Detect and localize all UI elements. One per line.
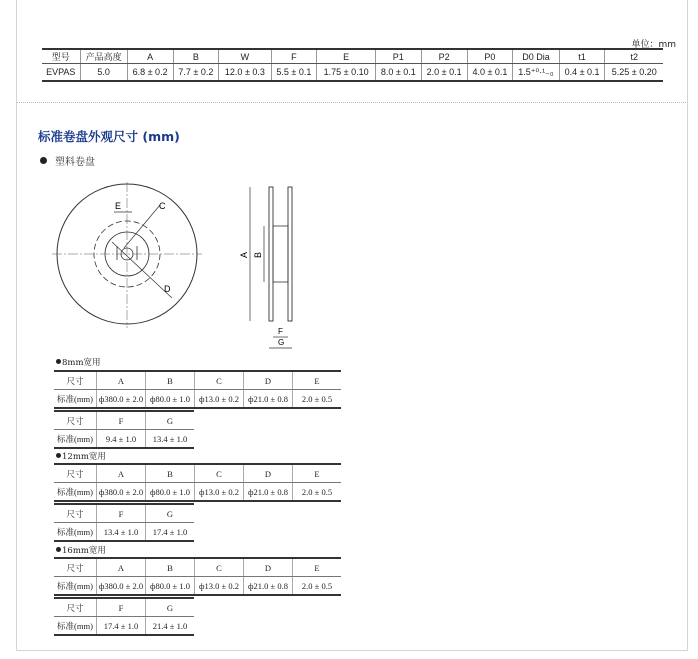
group-title-label: 16mm宽用 bbox=[62, 546, 106, 556]
dim-cell: 13.4 ± 1.0 bbox=[97, 523, 146, 542]
dim-cell: D bbox=[244, 371, 293, 390]
dim-value-row bbox=[54, 577, 341, 596]
spec-header-cell: t2 bbox=[605, 49, 663, 64]
dim-header-row bbox=[54, 558, 341, 577]
dim-cell: C bbox=[195, 558, 244, 577]
dim-cell: D bbox=[244, 464, 293, 483]
group-title-12mm bbox=[56, 450, 106, 462]
dim-cell: E bbox=[293, 464, 342, 483]
dim-header-row bbox=[54, 464, 341, 483]
spec-value-cell: 7.7 ± 0.2 bbox=[173, 64, 219, 82]
spec-value-row bbox=[42, 64, 663, 82]
group-title-8mm bbox=[56, 356, 101, 368]
reel-side-view bbox=[236, 182, 306, 352]
spec-value-cell: 5.25 ± 0.20 bbox=[605, 64, 663, 82]
dim-cell: A bbox=[97, 558, 146, 577]
spec-header-cell: 型号 bbox=[42, 49, 80, 64]
dim-header-row bbox=[54, 504, 194, 523]
spec-header-cell: E bbox=[317, 49, 376, 64]
dim-cell: D bbox=[244, 558, 293, 577]
dim-cell: F bbox=[97, 598, 146, 617]
dim-cell: ф380.0 ± 2.0 bbox=[97, 577, 146, 596]
dim-table-16mm-2 bbox=[54, 597, 194, 636]
dim-cell: ф80.0 ± 1.0 bbox=[146, 390, 195, 409]
spec-header-cell: W bbox=[219, 49, 271, 64]
dim-cell: F bbox=[97, 411, 146, 430]
dim-cell: C bbox=[195, 464, 244, 483]
spec-header-cell: F bbox=[271, 49, 317, 64]
dim-cell: 标准(mm) bbox=[54, 430, 97, 449]
spec-value-cell: EVPAS bbox=[42, 64, 80, 82]
dim-cell: ф13.0 ± 0.2 bbox=[195, 483, 244, 502]
spec-value-cell: 5.5 ± 0.1 bbox=[271, 64, 317, 82]
dim-cell: ф80.0 ± 1.0 bbox=[146, 483, 195, 502]
spec-value-cell: 0.4 ± 0.1 bbox=[559, 64, 605, 82]
reel-flange-left bbox=[269, 187, 273, 321]
label-e: E bbox=[115, 201, 122, 211]
spec-value-cell: 2.0 ± 0.1 bbox=[421, 64, 467, 82]
reel-flange-right bbox=[288, 187, 292, 321]
group-title-label: 8mm宽用 bbox=[62, 358, 101, 368]
dim-cell: 2.0 ± 0.5 bbox=[293, 483, 342, 502]
group-title-16mm bbox=[56, 544, 106, 556]
dim-cell: ф21.0 ± 0.8 bbox=[244, 390, 293, 409]
dim-cell: ф13.0 ± 0.2 bbox=[195, 390, 244, 409]
dim-cell: 2.0 ± 0.5 bbox=[293, 390, 342, 409]
dim-cell: B bbox=[146, 464, 195, 483]
dim-header-row bbox=[54, 411, 194, 430]
dim-cell: G bbox=[146, 504, 195, 523]
dim-table-12mm-1 bbox=[54, 463, 341, 502]
dim-table-8mm-2 bbox=[54, 410, 194, 449]
dim-cell: 9.4 ± 1.0 bbox=[97, 430, 146, 449]
spec-value-cell: 6.8 ± 0.2 bbox=[127, 64, 173, 82]
spec-header-row bbox=[42, 49, 663, 64]
spec-value-cell: 5.0 bbox=[80, 64, 127, 82]
dim-cell: 标准(mm) bbox=[54, 523, 97, 542]
dim-cell: 标准(mm) bbox=[54, 390, 97, 409]
dim-cell: A bbox=[97, 371, 146, 390]
dim-cell: F bbox=[97, 504, 146, 523]
dim-cell: 17.4 ± 1.0 bbox=[146, 523, 195, 542]
unit-label: 单位：mm bbox=[631, 40, 676, 50]
label-f: F bbox=[278, 327, 283, 336]
dim-cell: 尺寸 bbox=[54, 558, 97, 577]
spec-header-cell: P0 bbox=[467, 49, 513, 64]
dim-value-row bbox=[54, 617, 194, 636]
label-b: B bbox=[253, 251, 263, 258]
dim-table-16mm-1 bbox=[54, 557, 341, 596]
section-divider bbox=[17, 102, 686, 103]
bullet-icon bbox=[40, 157, 47, 164]
spec-header-cell: t1 bbox=[559, 49, 605, 64]
dim-cell: G bbox=[146, 411, 195, 430]
dim-cell: 标准(mm) bbox=[54, 483, 97, 502]
dim-cell: ф380.0 ± 2.0 bbox=[97, 483, 146, 502]
dim-table-12mm-2 bbox=[54, 503, 194, 542]
label-g: G bbox=[278, 338, 285, 347]
dim-c-line bbox=[124, 205, 160, 248]
dim-cell: 2.0 ± 0.5 bbox=[293, 577, 342, 596]
dim-cell: 17.4 ± 1.0 bbox=[97, 617, 146, 636]
dim-cell: 标准(mm) bbox=[54, 617, 97, 636]
spec-table bbox=[42, 48, 663, 82]
spec-value-cell: 12.0 ± 0.3 bbox=[219, 64, 271, 82]
spec-value-cell: 1.75 ± 0.10 bbox=[317, 64, 376, 82]
spec-header-cell: D0 Dia bbox=[513, 49, 559, 64]
dim-cell: 尺寸 bbox=[54, 464, 97, 483]
bullet-icon bbox=[56, 359, 61, 364]
label-a: A bbox=[239, 251, 249, 258]
dim-cell: 尺寸 bbox=[54, 504, 97, 523]
dim-value-row bbox=[54, 483, 341, 502]
spec-value-cell: 8.0 ± 0.1 bbox=[375, 64, 421, 82]
dim-cell: C bbox=[195, 371, 244, 390]
spec-value-cell: 4.0 ± 0.1 bbox=[467, 64, 513, 82]
dim-cell: ф80.0 ± 1.0 bbox=[146, 577, 195, 596]
dim-cell: E bbox=[293, 558, 342, 577]
bullet-icon bbox=[56, 453, 61, 458]
dim-cell: ф380.0 ± 2.0 bbox=[97, 390, 146, 409]
dim-value-row bbox=[54, 523, 194, 542]
dim-cell: E bbox=[293, 371, 342, 390]
bullet-icon bbox=[56, 547, 61, 552]
dim-cell: 尺寸 bbox=[54, 411, 97, 430]
dim-cell: B bbox=[146, 558, 195, 577]
dim-header-row bbox=[54, 598, 194, 617]
dim-table-8mm-1 bbox=[54, 370, 341, 409]
spec-header-cell: P2 bbox=[421, 49, 467, 64]
dim-value-row bbox=[54, 430, 194, 449]
dim-cell: 21.4 ± 1.0 bbox=[146, 617, 195, 636]
dim-d-line bbox=[112, 242, 172, 298]
dim-cell: A bbox=[97, 464, 146, 483]
label-d: D bbox=[164, 284, 171, 294]
subsection-heading bbox=[40, 153, 95, 168]
dim-header-row bbox=[54, 371, 341, 390]
spec-header-cell: A bbox=[127, 49, 173, 64]
group-title-label: 12mm宽用 bbox=[62, 452, 106, 462]
spec-value-cell: 1.5⁺⁰·¹₋₀ bbox=[513, 64, 559, 82]
spec-header-cell: P1 bbox=[375, 49, 421, 64]
dim-cell: B bbox=[146, 371, 195, 390]
dim-cell: 尺寸 bbox=[54, 598, 97, 617]
reel-front-view bbox=[52, 182, 202, 332]
spec-header-cell: B bbox=[173, 49, 219, 64]
reel-hub-side bbox=[273, 226, 288, 282]
subsection-label: 塑料卷盘 bbox=[55, 157, 95, 168]
label-c: C bbox=[159, 201, 166, 211]
dim-cell: ф13.0 ± 0.2 bbox=[195, 577, 244, 596]
dim-value-row bbox=[54, 390, 341, 409]
dim-cell: ф21.0 ± 0.8 bbox=[244, 483, 293, 502]
dim-cell: 13.4 ± 1.0 bbox=[146, 430, 195, 449]
dim-cell: G bbox=[146, 598, 195, 617]
dim-cell: 尺寸 bbox=[54, 371, 97, 390]
section-title: 标准卷盘外观尺寸 (mm) bbox=[38, 129, 180, 144]
dim-cell: ф21.0 ± 0.8 bbox=[244, 577, 293, 596]
dim-cell: 标准(mm) bbox=[54, 577, 97, 596]
spec-header-cell: 产品高度 bbox=[80, 49, 127, 64]
